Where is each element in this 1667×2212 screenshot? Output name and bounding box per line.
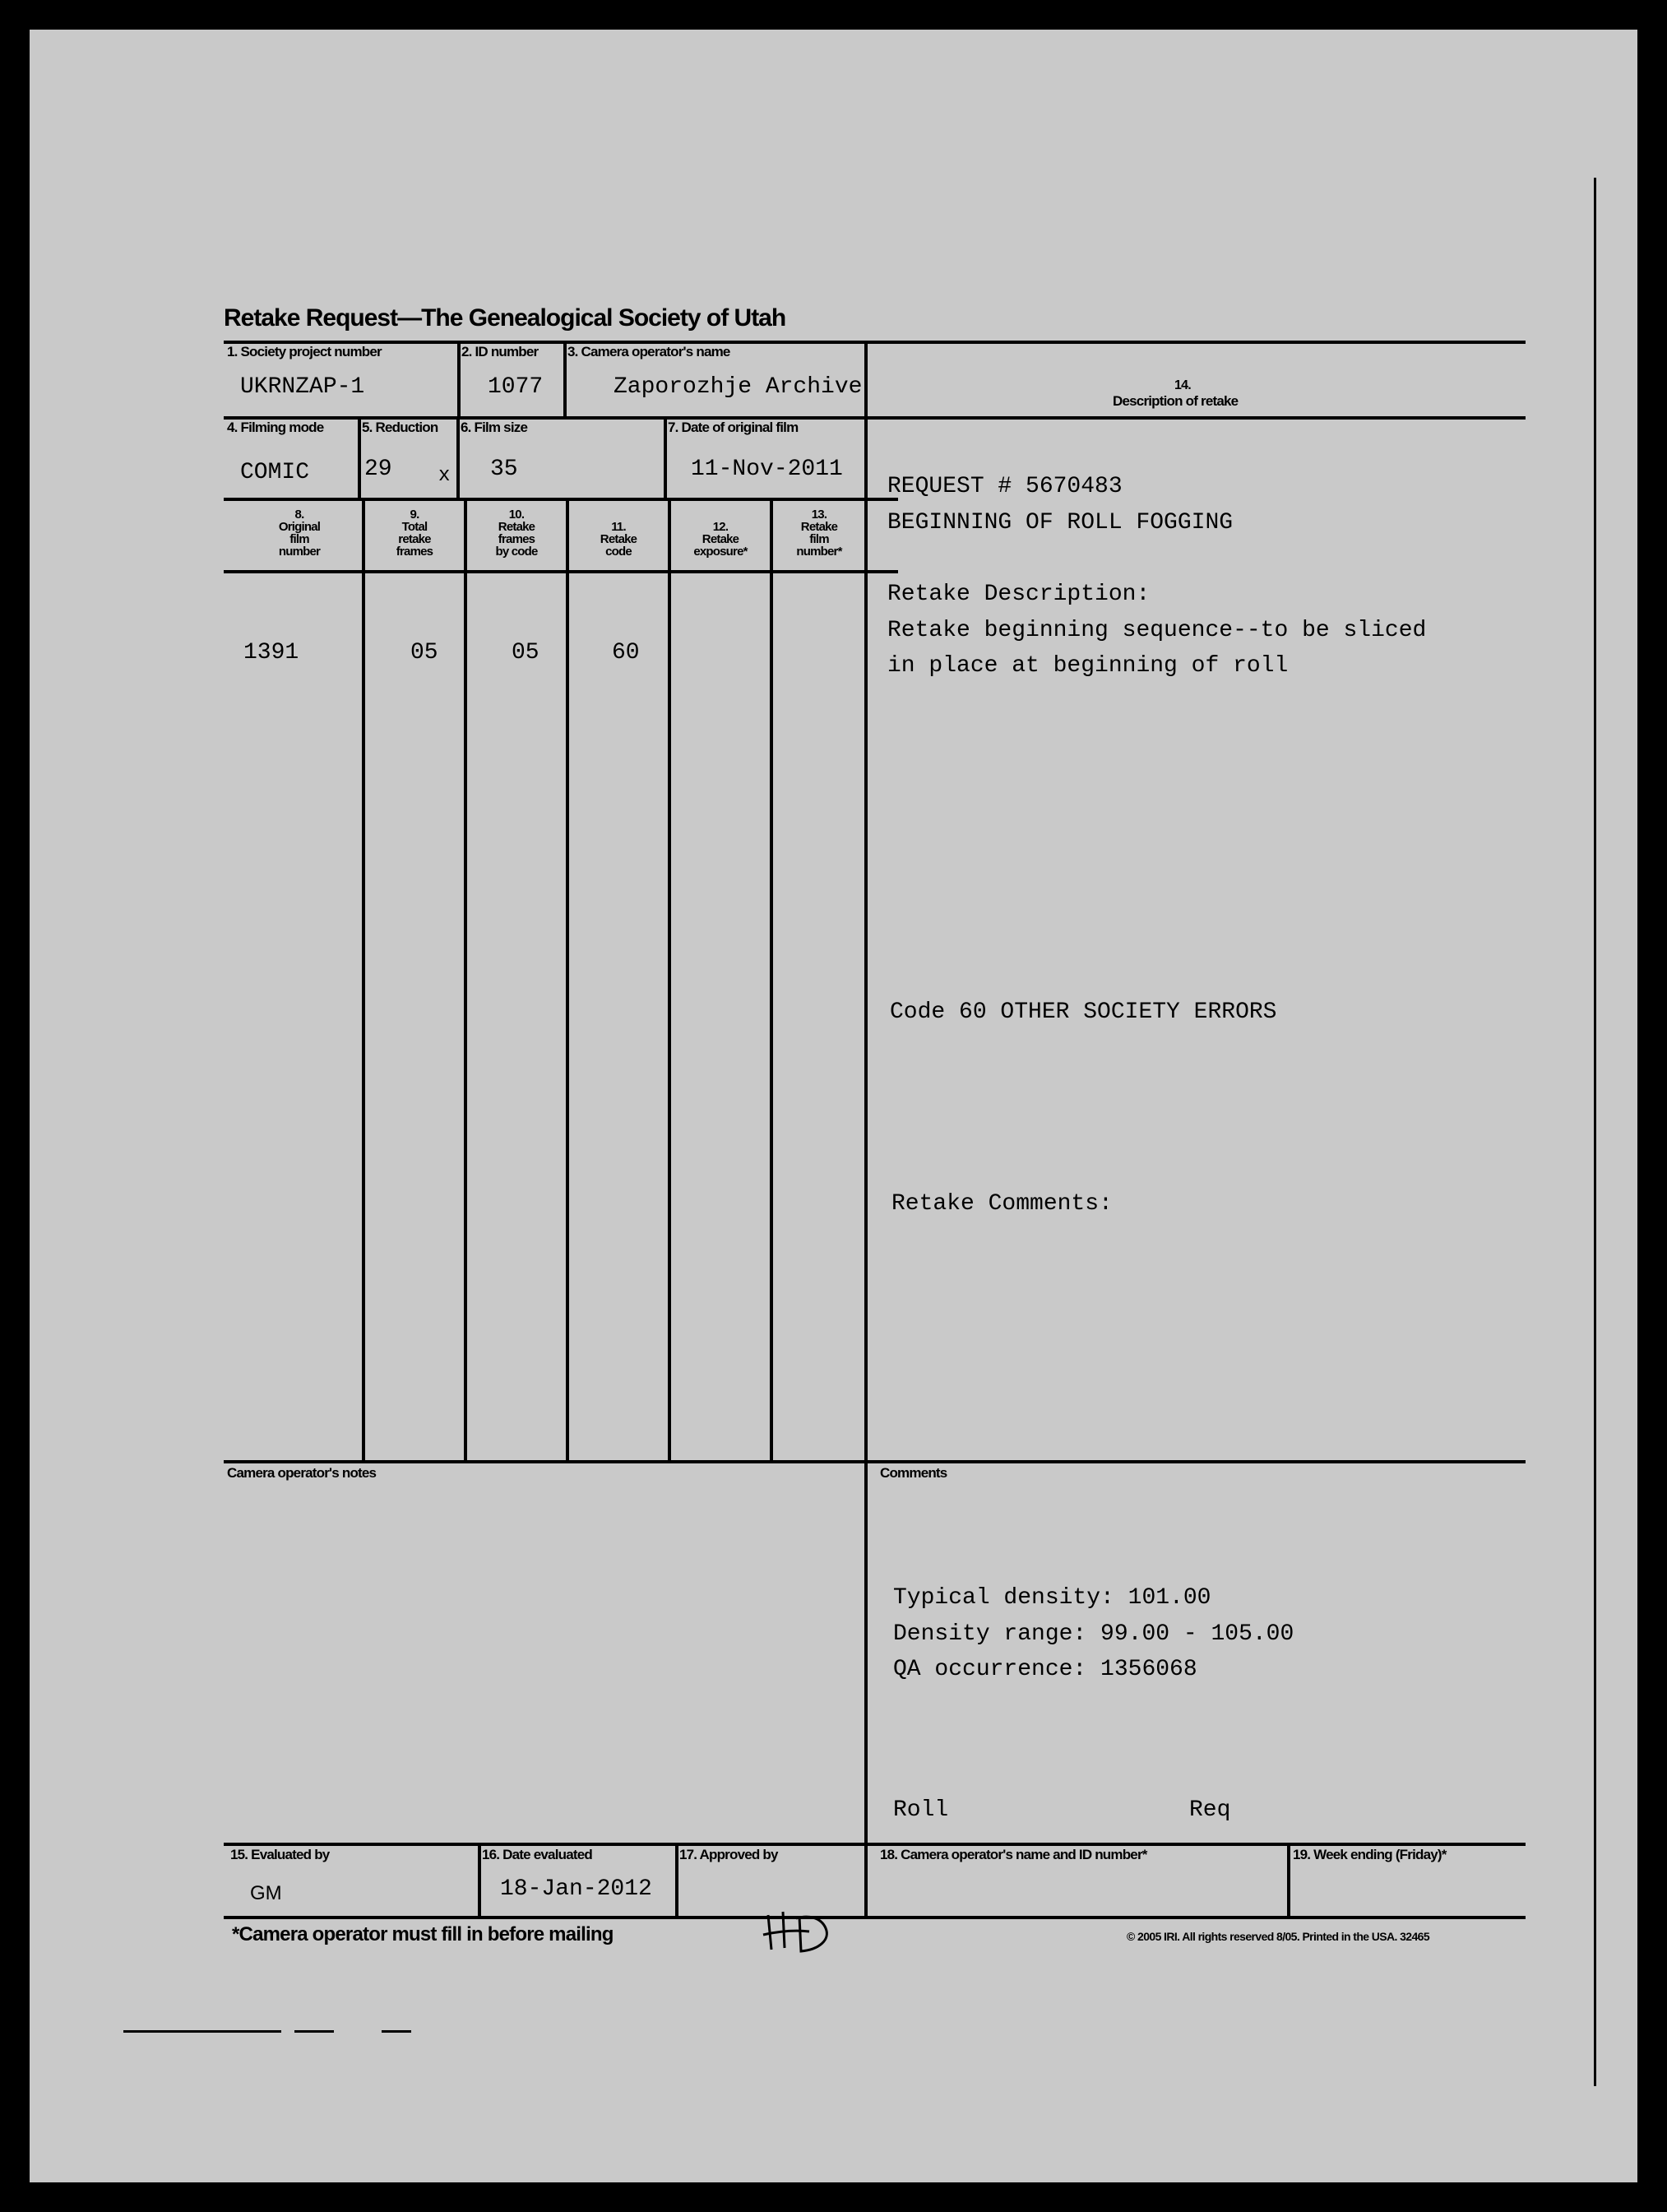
rule-v-col-13 [770,498,773,1462]
label-approved-by: 17. Approved by [679,1847,778,1862]
description-comments-heading: Retake Comments: [891,1191,1113,1217]
rule-bottom [224,1916,1526,1919]
description-issue: BEGINNING OF ROLL FOGGING [887,510,1234,536]
footer-copyright: © 2005 IRI. All rights reserved 8/05. Printed in the USA. 32465 [1127,1930,1430,1943]
comments-req: Req [1189,1797,1231,1823]
description-code-line: Code 60 OTHER SOCIETY ERRORS [890,999,1277,1025]
scan-mark [382,2030,411,2033]
value-project-number: UKRNZAP-1 [240,374,365,400]
label-reduction: 5. Reduction [362,420,438,435]
label-id-number: 2. ID number [461,344,539,359]
header-retake-code: 11. Retake code [600,520,637,559]
label-14-number: 14. [1174,378,1191,392]
label-project-number: 1. Society project number [227,344,382,359]
rule-v-col-11 [566,498,569,1462]
header-original-film-number: 8. Original film number [278,508,321,559]
value-original-film-number: 1391 [243,640,299,665]
label-comments: Comments [880,1465,947,1481]
rule-v-row2-c [664,416,667,499]
value-id-number: 1077 [488,374,544,400]
rule-v-row1-b [563,341,567,416]
scan-mark [123,2030,281,2033]
label-film-size: 6. Film size [461,420,528,435]
label-operator-name-id: 18. Camera operator's name and ID number* [880,1847,1147,1862]
header-retake-film-number: 13. Retake film number* [796,508,842,559]
rule-vertical-main [864,341,868,1917]
comments-qa: QA occurrence: 1356068 [893,1657,1197,1682]
approved-by-signature [762,1907,836,1956]
rule-notes [224,1460,1526,1463]
label-original-date: 7. Date of original film [668,420,799,435]
rule-top [224,341,1526,344]
rule-v-row1-a [457,341,461,416]
rule-bottom-row [224,1843,1526,1846]
comments-density: Typical density: 101.00 [893,1585,1211,1611]
label-operator-name: 3. Camera operator's name [567,344,730,359]
rule-v-bottom-a [478,1843,481,1917]
scan-mark [294,2030,334,2033]
value-retake-code: 60 [612,640,640,665]
scan-edge-line [1594,178,1596,2086]
rule-v-col-9 [362,498,365,1462]
label-week-ending: 19. Week ending (Friday)* [1293,1847,1447,1862]
value-filming-mode: COMIC [240,460,310,485]
footer-note: *Camera operator must fill in before mailing [232,1923,614,1945]
header-retake-frames-by-code: 10. Retake frames by code [495,508,538,559]
value-retake-frames-by-code: 05 [512,640,539,665]
description-request: REQUEST # 5670483 [887,474,1123,499]
rule-v-bottom-b [675,1843,678,1917]
rule-v-bottom-c [1287,1843,1290,1917]
label-filming-mode: 4. Filming mode [227,420,324,435]
rule-row3 [224,498,898,501]
rule-table-header [224,570,898,573]
header-total-retake-frames: 9. Total retake frames [396,508,433,559]
label-evaluated-by: 15. Evaluated by [230,1847,330,1862]
value-date-evaluated: 18-Jan-2012 [500,1876,652,1902]
rule-v-row2-a [358,416,361,499]
value-reduction: 29 [364,457,392,482]
form-title: Retake Request—The Genealogical Society of Utah [224,304,786,332]
description-retake-line1: Retake beginning sequence--to be sliced [887,618,1427,643]
description-retake-heading: Retake Description: [887,582,1151,607]
value-operator-name: Zaporozhje Archive [614,374,863,400]
comments-roll: Roll [893,1797,949,1823]
value-film-size: 35 [490,457,518,482]
rule-v-row2-b [456,416,460,499]
header-retake-exposure: 12. Retake exposure* [693,520,748,559]
rule-v-col-12 [668,498,671,1462]
value-total-retake-frames: 05 [410,640,438,665]
comments-range: Density range: 99.00 - 105.00 [893,1621,1294,1647]
scanned-form-page [30,30,1637,2182]
value-reduction-x: x [438,465,451,487]
rule-v-col-10 [464,498,467,1462]
value-evaluated-by: GM [250,1882,282,1904]
label-description-of-retake: Description of retake [1113,393,1239,409]
value-original-date: 11-Nov-2011 [691,457,843,482]
label-operator-notes: Camera operator's notes [227,1465,377,1481]
description-retake-line2: in place at beginning of roll [887,653,1289,679]
label-date-evaluated: 16. Date evaluated [482,1847,592,1862]
